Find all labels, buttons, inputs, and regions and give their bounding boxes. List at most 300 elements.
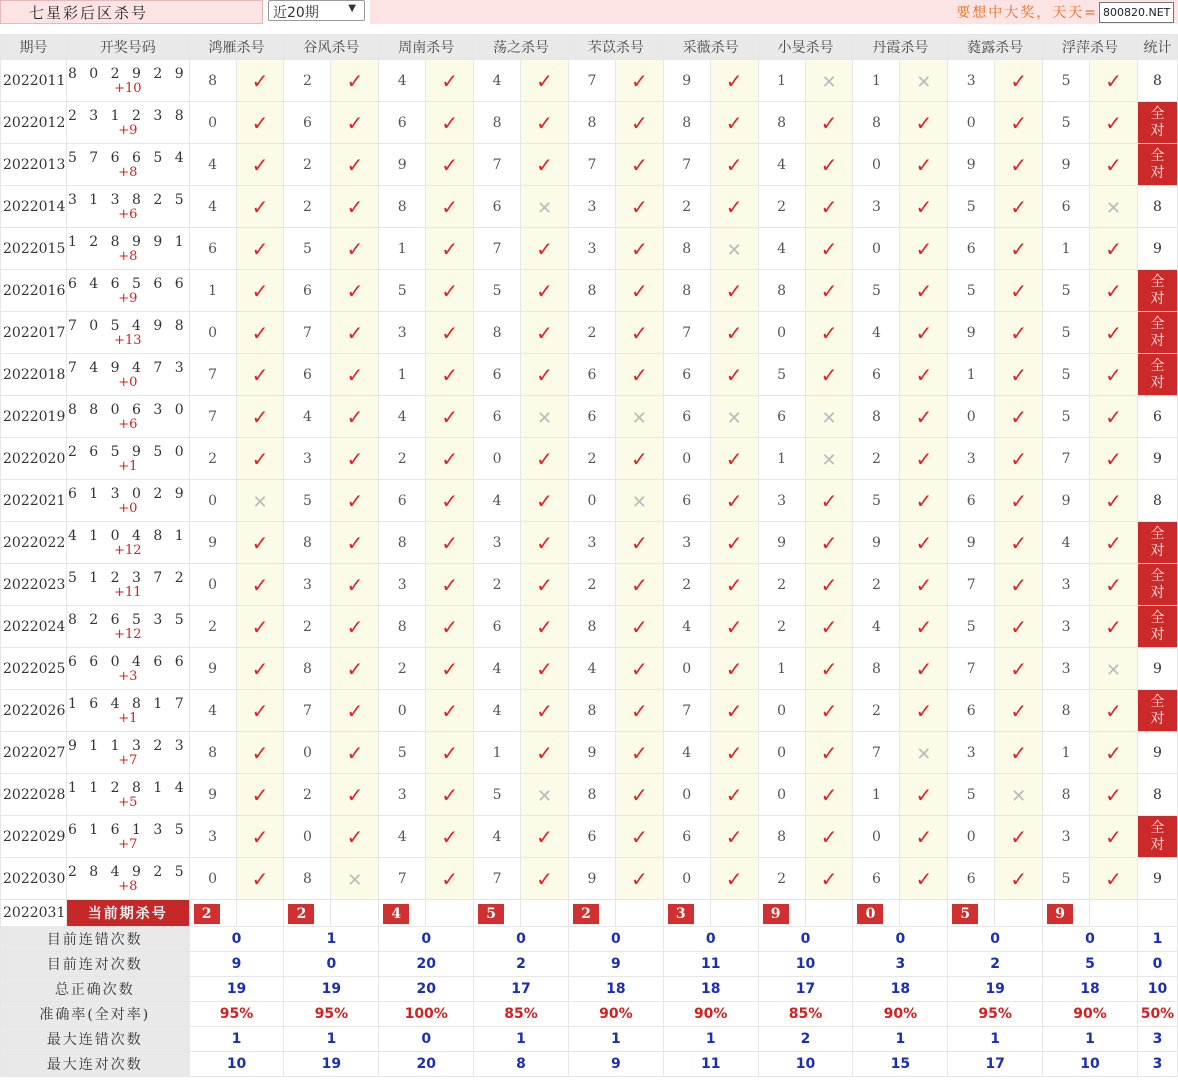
current-kill-spacer (1090, 900, 1138, 927)
summary-value: 5 (1043, 952, 1138, 977)
summary-value: 20 (379, 977, 474, 1002)
stat-full-line1: 全 (1150, 609, 1165, 626)
kill-number: 8 (284, 858, 331, 900)
check-icon: ✓ (251, 698, 269, 723)
stat-cell (1137, 522, 1177, 564)
check-mark-icon (236, 648, 284, 690)
summary-value: 0 (379, 927, 474, 952)
kill-number: 8 (284, 648, 331, 690)
kill-number: 4 (189, 144, 236, 186)
check-icon: ✓ (536, 572, 553, 597)
kill-number: 1 (853, 774, 900, 816)
summary-value: 9 (568, 952, 663, 977)
check-icon: ✓ (251, 866, 269, 891)
current-kill-cell (474, 900, 521, 927)
kill-number: 7 (1043, 438, 1090, 480)
kill-number: 4 (474, 60, 521, 102)
check-icon: ✓ (536, 488, 553, 513)
kill-number: 2 (853, 438, 900, 480)
check-icon: ✓ (725, 614, 743, 639)
kill-number: 3 (379, 312, 426, 354)
check-mark-icon (521, 228, 569, 270)
check-icon: ✓ (630, 530, 648, 555)
check-icon: ✓ (346, 614, 364, 639)
check-mark-icon (1090, 816, 1138, 858)
summary-value: 95% (189, 1002, 284, 1027)
header-expert-9: 蕤露杀号 (948, 35, 1043, 60)
check-mark-icon (521, 606, 569, 648)
draw-numbers: 2 6 5 9 5 0 (67, 443, 188, 460)
check-icon: ✓ (441, 698, 459, 723)
check-mark-icon (1090, 606, 1138, 648)
check-mark-icon (426, 396, 474, 438)
check-icon: ✓ (1010, 530, 1028, 555)
draw-numbers-cell (66, 606, 189, 648)
kill-number: 0 (663, 774, 710, 816)
check-mark-icon (615, 606, 663, 648)
check-mark-icon (900, 606, 948, 648)
check-mark-icon (615, 270, 663, 312)
current-kill-spacer (521, 900, 569, 927)
check-mark-icon (521, 144, 569, 186)
stat-full-line1: 全 (1150, 693, 1165, 710)
check-mark-icon (710, 60, 758, 102)
draw-numbers-cell (66, 186, 189, 228)
kill-number: 3 (568, 228, 615, 270)
draw-numbers: 2 3 1 2 3 8 (67, 107, 188, 124)
summary-stat: 0 (1137, 952, 1177, 977)
check-mark-icon (331, 774, 379, 816)
summary-value: 20 (379, 952, 474, 977)
kill-number: 4 (853, 312, 900, 354)
check-mark-icon (331, 606, 379, 648)
check-icon: ✓ (536, 110, 553, 135)
check-icon: ✓ (441, 194, 459, 219)
check-mark-icon (710, 270, 758, 312)
site-badge[interactable]: 800820.NET (1099, 2, 1174, 23)
stat-full-line1: 全 (1150, 819, 1165, 836)
check-icon: ✓ (915, 488, 933, 513)
draw-numbers: 6 1 3 0 2 9 (67, 485, 188, 502)
summary-value: 1 (284, 927, 379, 952)
draw-extra: +8 (118, 164, 138, 180)
kill-number: 7 (948, 648, 995, 690)
check-icon: ✓ (346, 194, 364, 219)
cross-icon: ✕ (821, 449, 837, 471)
check-icon: ✓ (536, 740, 553, 765)
check-mark-icon (900, 312, 948, 354)
kill-number: 5 (1043, 354, 1090, 396)
summary-label: 最大连对次数 (1, 1052, 190, 1077)
check-icon: ✓ (1105, 404, 1122, 429)
kill-number: 8 (568, 606, 615, 648)
check-icon: ✓ (630, 656, 648, 681)
draw-numbers: 8 8 0 6 3 0 (67, 401, 188, 418)
page-title: 七星彩后区杀号 (29, 4, 149, 22)
stat-full-line2: 对 (1150, 542, 1165, 559)
check-mark-icon (426, 858, 474, 900)
check-mark-icon (805, 564, 853, 606)
summary-value: 0 (284, 952, 379, 977)
kill-number: 8 (189, 60, 236, 102)
issue-cell: 2022023 (1, 564, 67, 606)
check-mark-icon (1090, 144, 1138, 186)
check-mark-icon (615, 354, 663, 396)
cross-mark-icon (805, 396, 853, 438)
check-icon: ✓ (346, 278, 364, 303)
kill-number: 7 (474, 228, 521, 270)
check-mark-icon (995, 690, 1043, 732)
kill-number: 3 (663, 522, 710, 564)
cross-mark-icon (521, 186, 569, 228)
stat-full-line2: 对 (1150, 374, 1165, 391)
kill-number: 2 (758, 858, 805, 900)
check-icon: ✓ (725, 866, 743, 891)
kill-number: 6 (1043, 186, 1090, 228)
header-expert-6: 采薇杀号 (663, 35, 758, 60)
check-icon: ✓ (820, 572, 838, 597)
summary-value: 90% (853, 1002, 948, 1027)
check-icon: ✓ (1010, 698, 1028, 723)
kill-number: 8 (379, 606, 426, 648)
table-row (1, 396, 1178, 438)
check-icon: ✓ (915, 152, 933, 177)
header-numbers: 开奖号码 (66, 35, 189, 60)
check-mark-icon (521, 102, 569, 144)
check-mark-icon (521, 816, 569, 858)
kill-number: 6 (474, 606, 521, 648)
check-mark-icon (995, 228, 1043, 270)
check-mark-icon (615, 564, 663, 606)
kill-number: 0 (189, 858, 236, 900)
kill-number: 8 (379, 522, 426, 564)
kill-number: 3 (1043, 606, 1090, 648)
kill-number: 8 (758, 102, 805, 144)
check-icon: ✓ (251, 152, 269, 177)
summary-stat: 1 (1137, 927, 1177, 952)
stat-full-line1: 全 (1150, 567, 1165, 584)
check-mark-icon (805, 144, 853, 186)
summary-value: 18 (663, 977, 758, 1002)
draw-numbers: 4 1 0 4 8 1 (67, 527, 188, 544)
cross-icon: ✕ (821, 71, 837, 93)
kill-number: 0 (663, 858, 710, 900)
kill-number: 5 (853, 480, 900, 522)
check-icon: ✓ (630, 194, 648, 219)
stat-cell (1137, 816, 1177, 858)
summary-value: 0 (948, 927, 1043, 952)
kill-number: 1 (948, 354, 995, 396)
check-icon: ✓ (1105, 824, 1122, 849)
kill-number: 0 (189, 312, 236, 354)
check-icon: ✓ (820, 656, 838, 681)
current-kill-spacer (615, 900, 663, 927)
draw-numbers: 6 6 0 4 6 6 (67, 653, 188, 670)
kill-number: 9 (948, 522, 995, 564)
kill-number: 4 (474, 648, 521, 690)
stat-cell: 9 (1137, 228, 1177, 270)
kill-number: 3 (948, 732, 995, 774)
check-mark-icon (995, 564, 1043, 606)
current-kill-cell (379, 900, 426, 927)
kill-number: 6 (284, 102, 331, 144)
check-icon: ✓ (1010, 572, 1028, 597)
stat-cell: 6 (1137, 396, 1177, 438)
kill-number: 7 (948, 564, 995, 606)
header-expert-3: 周南杀号 (379, 35, 474, 60)
check-mark-icon (615, 858, 663, 900)
kill-number: 5 (1043, 270, 1090, 312)
table-row (1, 102, 1178, 144)
summary-value: 11 (663, 952, 758, 977)
kill-number: 6 (663, 816, 710, 858)
issue-cell: 2022020 (1, 438, 67, 480)
check-icon: ✓ (725, 656, 743, 681)
check-mark-icon (1090, 522, 1138, 564)
check-icon: ✓ (820, 530, 838, 555)
check-icon: ✓ (1010, 446, 1028, 471)
kill-number: 2 (663, 186, 710, 228)
kill-number: 0 (189, 564, 236, 606)
check-mark-icon (331, 396, 379, 438)
current-kill-badge: 9 (1047, 904, 1073, 924)
kill-number: 0 (284, 816, 331, 858)
draw-extra: +6 (118, 206, 138, 222)
draw-numbers: 1 6 4 8 1 7 (67, 695, 188, 712)
check-icon: ✓ (1105, 278, 1122, 303)
check-icon: ✓ (820, 320, 838, 345)
current-kill-spacer (805, 900, 853, 927)
draw-numbers-cell (66, 312, 189, 354)
check-mark-icon (615, 186, 663, 228)
summary-stat: 3 (1137, 1027, 1177, 1052)
check-icon: ✓ (1010, 824, 1028, 849)
check-icon: ✓ (441, 362, 459, 387)
header-stat: 统计 (1137, 35, 1177, 60)
draw-numbers-cell (66, 396, 189, 438)
check-icon: ✓ (441, 110, 459, 135)
issue-cell: 2022024 (1, 606, 67, 648)
draw-extra: +9 (118, 122, 138, 138)
check-icon: ✓ (820, 194, 838, 219)
check-mark-icon (900, 480, 948, 522)
cross-mark-icon (236, 480, 284, 522)
check-icon: ✓ (346, 236, 364, 261)
current-issue-cell: 2022031 (1, 900, 67, 927)
check-mark-icon (1090, 480, 1138, 522)
check-mark-icon (805, 690, 853, 732)
kill-number: 3 (284, 438, 331, 480)
check-icon: ✓ (1105, 68, 1122, 93)
kill-number: 3 (1043, 648, 1090, 690)
check-mark-icon (236, 522, 284, 564)
check-icon: ✓ (820, 236, 838, 261)
kill-number: 3 (379, 564, 426, 606)
kill-number: 0 (853, 228, 900, 270)
check-mark-icon (1090, 732, 1138, 774)
draw-numbers: 5 7 6 6 5 4 (67, 149, 188, 166)
kill-number: 4 (379, 60, 426, 102)
check-mark-icon (426, 606, 474, 648)
kill-number: 4 (474, 816, 521, 858)
check-mark-icon (615, 690, 663, 732)
stat-cell: 9 (1137, 858, 1177, 900)
check-icon: ✓ (536, 698, 553, 723)
kill-number: 3 (474, 522, 521, 564)
check-icon: ✓ (346, 320, 364, 345)
table-row (1, 732, 1178, 774)
kill-number: 6 (948, 690, 995, 732)
draw-numbers-cell (66, 648, 189, 690)
kill-number: 3 (1043, 564, 1090, 606)
check-icon: ✓ (346, 110, 364, 135)
summary-value: 20 (379, 1052, 474, 1077)
check-icon: ✓ (251, 278, 269, 303)
kill-number: 9 (189, 774, 236, 816)
stat-full-line1: 全 (1150, 357, 1165, 374)
period-range-select[interactable] (268, 0, 365, 21)
check-mark-icon (236, 270, 284, 312)
summary-value: 0 (379, 1027, 474, 1052)
issue-cell: 2022015 (1, 228, 67, 270)
kill-number: 3 (758, 480, 805, 522)
check-mark-icon (710, 480, 758, 522)
draw-extra: +13 (114, 332, 142, 348)
check-icon: ✓ (251, 572, 269, 597)
kill-number: 4 (663, 732, 710, 774)
check-mark-icon (710, 816, 758, 858)
summary-value: 10 (758, 952, 853, 977)
check-mark-icon (995, 102, 1043, 144)
stat-cell (1137, 312, 1177, 354)
top-bar (0, 0, 1178, 34)
kill-number: 6 (284, 354, 331, 396)
kill-number: 4 (853, 606, 900, 648)
summary-label: 准确率(全对率) (1, 1002, 190, 1027)
draw-extra: +0 (118, 374, 138, 390)
kill-number: 2 (474, 564, 521, 606)
check-icon: ✓ (536, 866, 553, 891)
check-icon: ✓ (915, 698, 933, 723)
summary-value: 90% (663, 1002, 758, 1027)
page-title-box (0, 0, 263, 24)
check-icon: ✓ (630, 110, 648, 135)
summary-value: 19 (284, 1052, 379, 1077)
check-mark-icon (900, 648, 948, 690)
check-icon: ✓ (346, 530, 364, 555)
current-kill-badge: 0 (857, 904, 883, 924)
header-issue: 期号 (1, 35, 67, 60)
check-icon: ✓ (630, 362, 648, 387)
check-icon: ✓ (346, 698, 364, 723)
check-mark-icon (236, 564, 284, 606)
cross-mark-icon (1090, 186, 1138, 228)
table-row (1, 438, 1178, 480)
check-mark-icon (521, 564, 569, 606)
check-mark-icon (710, 564, 758, 606)
check-icon: ✓ (1010, 488, 1028, 513)
check-icon: ✓ (1105, 236, 1122, 261)
kill-number: 6 (663, 480, 710, 522)
summary-value: 95% (948, 1002, 1043, 1027)
check-icon: ✓ (915, 782, 933, 807)
summary-value: 3 (853, 952, 948, 977)
check-icon: ✓ (1105, 572, 1122, 597)
check-icon: ✓ (536, 362, 553, 387)
current-kill-spacer (900, 900, 948, 927)
kill-number: 7 (568, 144, 615, 186)
check-icon: ✓ (820, 824, 838, 849)
stat-full-line2: 对 (1150, 626, 1165, 643)
issue-cell: 2022026 (1, 690, 67, 732)
kill-number: 3 (853, 186, 900, 228)
kill-number: 8 (189, 732, 236, 774)
check-mark-icon (236, 606, 284, 648)
draw-extra: +12 (114, 542, 142, 558)
check-mark-icon (521, 270, 569, 312)
check-icon: ✓ (915, 362, 933, 387)
check-mark-icon (805, 858, 853, 900)
check-icon: ✓ (536, 152, 553, 177)
summary-value: 10 (1043, 1052, 1138, 1077)
current-kill-badge: 9 (763, 904, 789, 924)
draw-numbers: 1 2 8 9 9 1 (67, 233, 188, 250)
check-icon: ✓ (915, 404, 933, 429)
kill-number: 5 (474, 270, 521, 312)
kill-number: 4 (284, 396, 331, 438)
table-row (1, 522, 1178, 564)
issue-cell: 2022013 (1, 144, 67, 186)
check-mark-icon (236, 60, 284, 102)
cross-mark-icon (710, 228, 758, 270)
check-mark-icon (426, 774, 474, 816)
cross-icon: ✕ (916, 71, 932, 93)
cross-icon: ✕ (347, 869, 363, 891)
check-mark-icon (426, 564, 474, 606)
kill-number: 5 (1043, 396, 1090, 438)
kill-number: 8 (853, 648, 900, 690)
check-icon: ✓ (536, 278, 553, 303)
summary-value: 2 (474, 952, 569, 977)
summary-stat: 10 (1137, 977, 1177, 1002)
kill-number: 3 (379, 774, 426, 816)
stat-full-line1: 全 (1150, 273, 1165, 290)
check-icon: ✓ (915, 656, 933, 681)
check-mark-icon (805, 480, 853, 522)
kill-number: 1 (758, 648, 805, 690)
check-mark-icon (331, 270, 379, 312)
kill-number: 9 (189, 648, 236, 690)
table-row (1, 648, 1178, 690)
issue-cell: 2022027 (1, 732, 67, 774)
kill-number: 8 (663, 102, 710, 144)
kill-number: 5 (379, 732, 426, 774)
table-header-row (1, 35, 1178, 60)
check-icon: ✓ (536, 320, 553, 345)
summary-value: 0 (474, 927, 569, 952)
check-mark-icon (521, 648, 569, 690)
check-icon: ✓ (441, 404, 459, 429)
check-mark-icon (236, 228, 284, 270)
cross-icon: ✕ (252, 491, 268, 513)
kill-number: 9 (568, 732, 615, 774)
check-icon: ✓ (536, 614, 553, 639)
check-mark-icon (1090, 858, 1138, 900)
check-icon: ✓ (1105, 614, 1122, 639)
check-icon: ✓ (346, 446, 364, 471)
kill-number: 0 (853, 144, 900, 186)
summary-value: 9 (189, 952, 284, 977)
